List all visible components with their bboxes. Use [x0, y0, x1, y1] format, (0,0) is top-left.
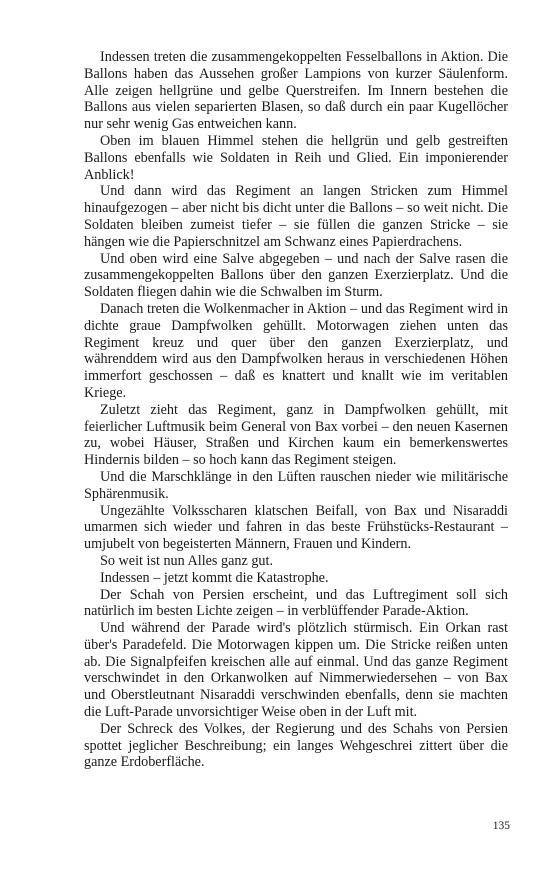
paragraph: Und dann wird das Regiment an langen Stricken zum Himmel hinaufgezogen – aber nicht bis dicht unter die Ballons – so weit nicht. Die Soldaten bleiben zumeist tiefer – sie füllen die ganzen Stricke – sie hängen wie die Papierschnitzel am Schwanz eines Papierdrachens.: [84, 183, 508, 250]
body-text: [84, 49, 508, 771]
paragraph: Und die Marschklänge in den Lüften rauschen nieder wie militärische Sphärenmusik.: [84, 468, 508, 502]
paragraph: Der Schreck des Volkes, der Regierung und des Schahs von Persien spottet jeglicher Beschreibung; ein langes Wehgeschrei zittert über die ganze Erdoberfläche.: [84, 720, 508, 771]
paragraph: Oben im blauen Himmel stehen die hellgrün und gelb gestreiften Ballons ebenfalls wie Soldaten in Reih und Glied. Ein imponierender Anblick!: [84, 132, 508, 183]
paragraph: Zuletzt zieht das Regiment, ganz in Dampfwolken gehüllt, mit feierlicher Luftmusik beim General von Bax vorbei – den neuen Kasernen zu, wobei Häuser, Straßen und Kirchen kaum ein bemerkenswertes Hindernis bilden – so hoch kann das Regiment steigen.: [84, 401, 508, 469]
paragraph: Indessen treten die zusammengekoppelten Fesselballons in Aktion. Die Ballons haben das Aussehen großer Lampions von kurzer Säulenform. Alle zeigen hellgrüne und gelbe Querstreifen. Im Innern bestehen die Ballons aus vielen separierten Blasen, so daß durch ein paar Kugellöcher nur sehr wenig Gas entweichen kann.: [84, 49, 508, 133]
paragraph: Und oben wird eine Salve abgegeben – und nach der Salve rasen die zusammengekoppelten Ballons über den ganzen Exerzierplatz. Und die Soldaten fliegen dahin wie die Schwalben im Sturm.: [84, 250, 508, 301]
paragraph: Und während der Parade wird's plötzlich stürmisch. Ein Orkan rast über's Paradefeld. Die Motorwagen kippen um. Die Stricke reißen unten ab. Die Signalpfeifen kreischen alle auf einmal. Und das ganze Regiment verschwindet in den Orkanwolken auf Nimmerwiedersehen – von Bax und Oberstleutnant Nisaraddi verschwinden ebenfalls, denn sie machten die Luft-Parade unvorsichtiger Weise oben in der Luft mit.: [84, 620, 508, 721]
paragraph: So weit ist nun Alles ganz gut.: [100, 552, 273, 569]
paragraph: Ungezählte Volksscharen klatschen Beifall, von Bax und Nisaraddi umarmen sich wieder und fahren in das beste Frühstücks-Restaurant – umjubelt von begeisterten Männern, Frauen und Kindern.: [84, 502, 508, 553]
paragraph: Danach treten die Wolkenmacher in Aktion – und das Regiment wird in dichte graue Dampfwolken gehüllt. Motorwagen ziehen unten das Regiment kreuz und quer über den ganzen Exerzierplatz, und währenddem wird aus den Dampfwolken heraus in verschiedenen Höhen immerfort geschossen – daß es knattert und knallt wie im veritablen Kriege.: [84, 300, 508, 401]
paragraph: Indessen – jetzt kommt die Katastrophe.: [100, 569, 329, 586]
page-number: 135: [492, 820, 510, 832]
paragraph: Der Schah von Persien erscheint, und das Luftregiment soll sich natürlich im besten Lichte zeigen – in verblüffender Parade-Aktion.: [84, 586, 508, 620]
